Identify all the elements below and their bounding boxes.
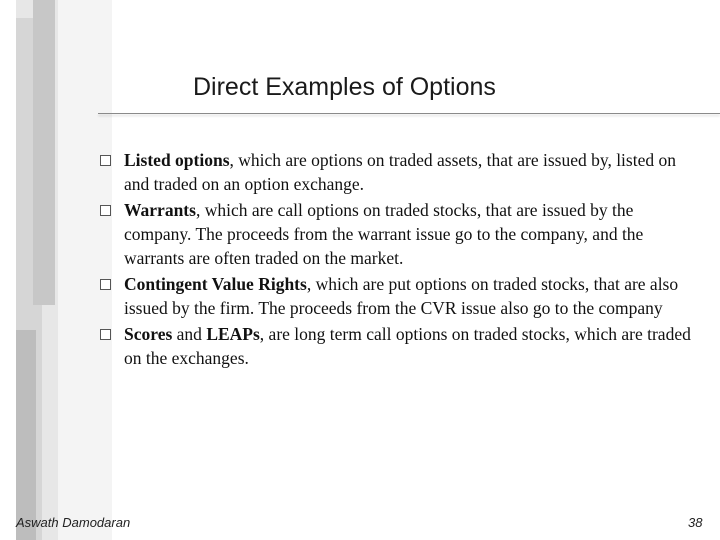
bullet-term: LEAPs (206, 324, 260, 344)
bullet-text: , which are call options on traded stocks, that are issued by the company. The proceeds from the warrant issue go to the company, and the warrants are often traded on the market. (124, 200, 644, 268)
bullet-term: Listed options (124, 150, 230, 170)
bullet-text: , which are options on traded assets, that are issued by, listed on and traded on an option exchange. (124, 150, 676, 194)
footer-author: Aswath Damodaran (16, 515, 131, 530)
bullet-text: , are long term call options on traded stocks, which are traded on the exchanges. (124, 324, 691, 368)
bullet-item-scores-leaps (100, 322, 700, 370)
square-bullet-icon (100, 329, 111, 340)
bullet-item-contingent-value-rights (100, 272, 700, 320)
bullet-list (100, 148, 700, 372)
decorative-band (16, 330, 36, 540)
bullet-item-warrants (100, 198, 700, 270)
page-number: 38 (688, 515, 703, 530)
title-divider (98, 113, 720, 114)
bullet-connector: and (172, 324, 207, 344)
bullet-term: Warrants (124, 200, 196, 220)
square-bullet-icon (100, 279, 111, 290)
bullet-term: Contingent Value Rights (124, 274, 307, 294)
bullet-term: Scores (124, 324, 173, 344)
square-bullet-icon (100, 155, 111, 166)
square-bullet-icon (100, 205, 111, 216)
slide-title: Direct Examples of Options (193, 73, 496, 101)
bullet-text: , which are put options on traded stocks, that are also issued by the firm. The proceeds from the CVR issue also go to the company (124, 274, 679, 318)
decorative-band (33, 0, 55, 305)
bullet-item-listed-options (100, 148, 700, 196)
